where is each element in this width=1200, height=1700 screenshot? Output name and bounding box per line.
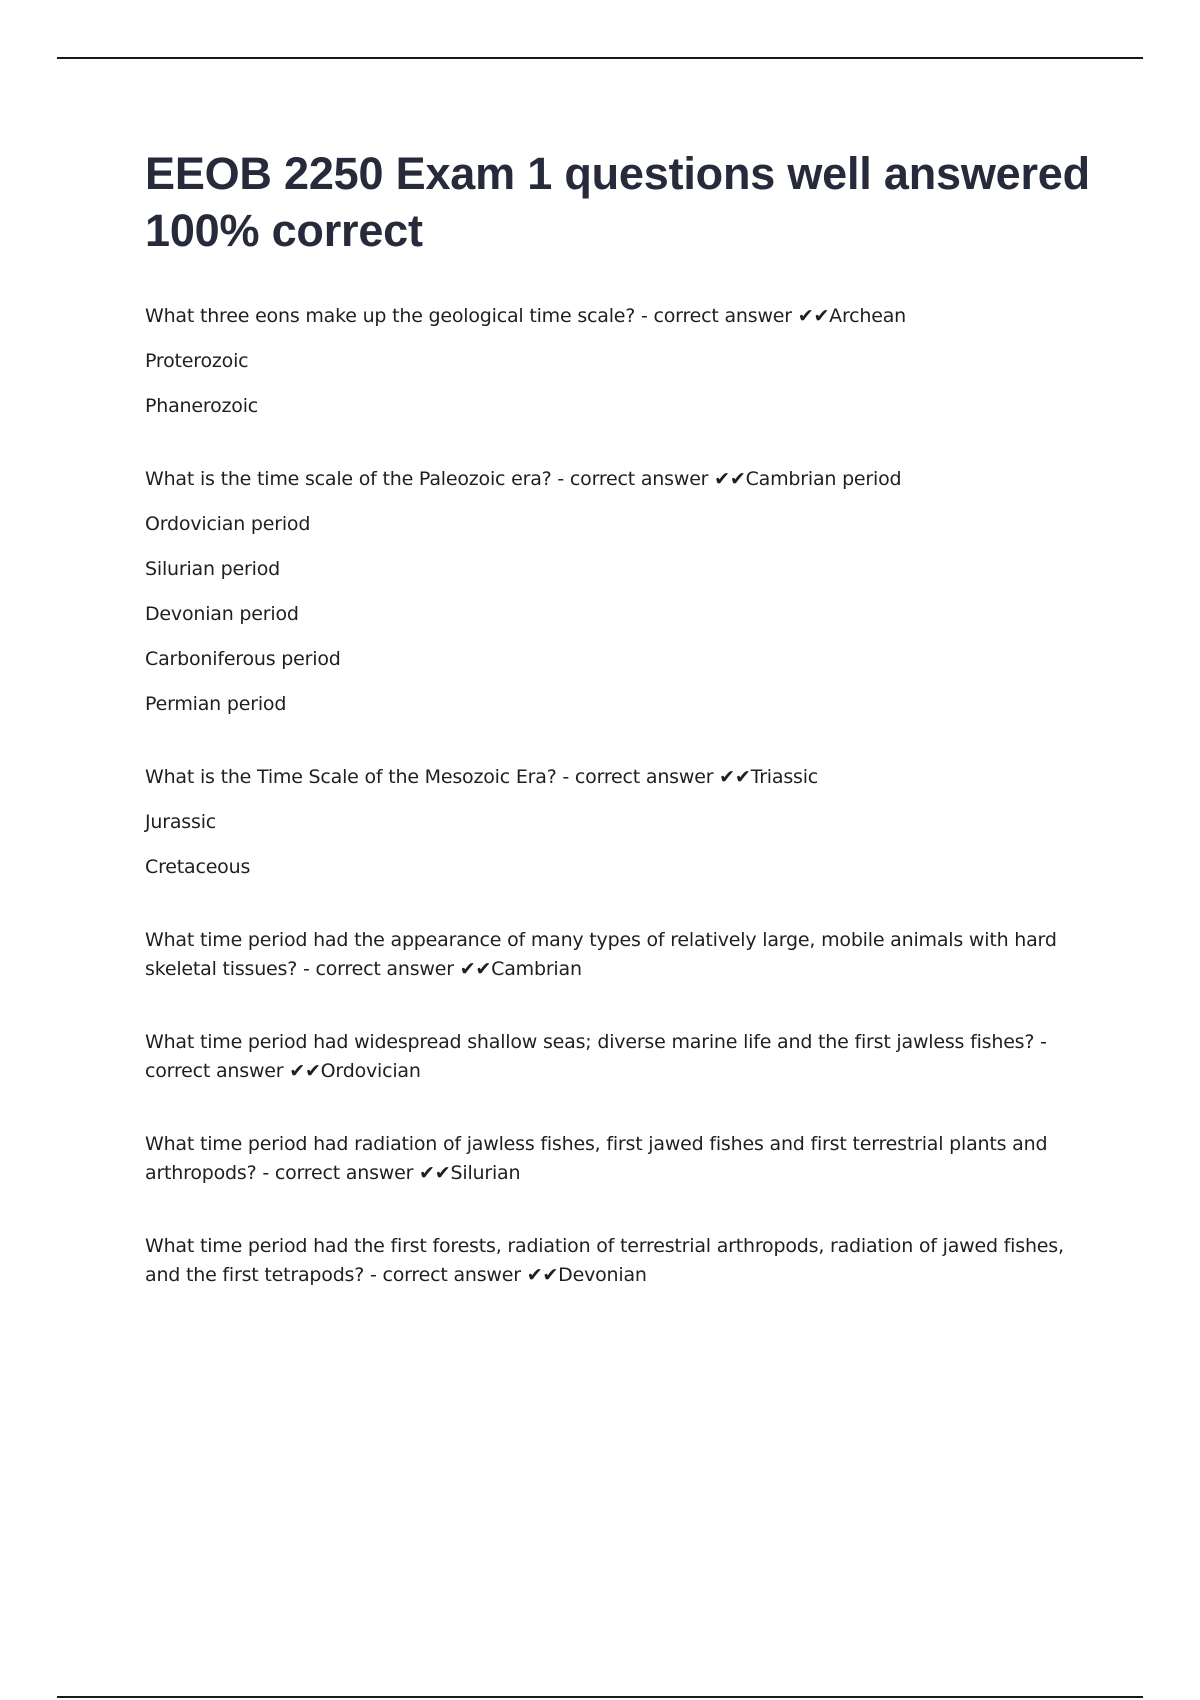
answer-line: Proterozoic (145, 350, 249, 372)
answer-line: Devonian period (145, 603, 299, 625)
qa-item (145, 1130, 1090, 1188)
document-title: EEOB 2250 Exam 1 questions well answered 100% correct (145, 148, 1090, 256)
question-text: What is the time scale of the Paleozoic era? - correct answer ✔✔Cambrian period (145, 468, 902, 490)
answer-line: Silurian period (145, 558, 281, 580)
qa-item (145, 465, 1090, 719)
question-text: What is the Time Scale of the Mesozoic Era? - correct answer ✔✔Triassic (145, 766, 819, 788)
question-text: What time period had the first forests, radiation of terrestrial arthropods, radiation of jawed fishes, and the first tetrapods? - correct answer ✔✔Devonian (145, 1235, 1064, 1286)
question-text: What time period had radiation of jawless fishes, first jawed fishes and first terrestrial plants and arthropods? - correct answer ✔✔Silurian (145, 1133, 1048, 1184)
top-divider (57, 57, 1143, 59)
answer-line: Permian period (145, 693, 287, 715)
qa-item (145, 1232, 1090, 1290)
answer-line: Cretaceous (145, 856, 251, 878)
answer-line: Ordovician period (145, 513, 311, 535)
qa-item (145, 763, 1090, 882)
qa-item (145, 926, 1090, 984)
question-text: What time period had the appearance of many types of relatively large, mobile animals with hard skeletal tissues? - correct answer ✔✔Cambrian (145, 929, 1057, 980)
qa-item (145, 1028, 1090, 1086)
question-text: What time period had widespread shallow seas; diverse marine life and the first jawless fishes? - correct answer ✔✔Ordovician (145, 1031, 1047, 1082)
qa-list (145, 302, 1090, 1290)
document-body (145, 145, 1090, 1334)
answer-line: Carboniferous period (145, 648, 341, 670)
answer-line: Phanerozoic (145, 395, 259, 417)
bottom-divider (57, 1696, 1143, 1698)
qa-item (145, 302, 1090, 421)
question-text: What three eons make up the geological time scale? - correct answer ✔✔Archean (145, 305, 907, 327)
answer-line: Jurassic (145, 811, 217, 833)
